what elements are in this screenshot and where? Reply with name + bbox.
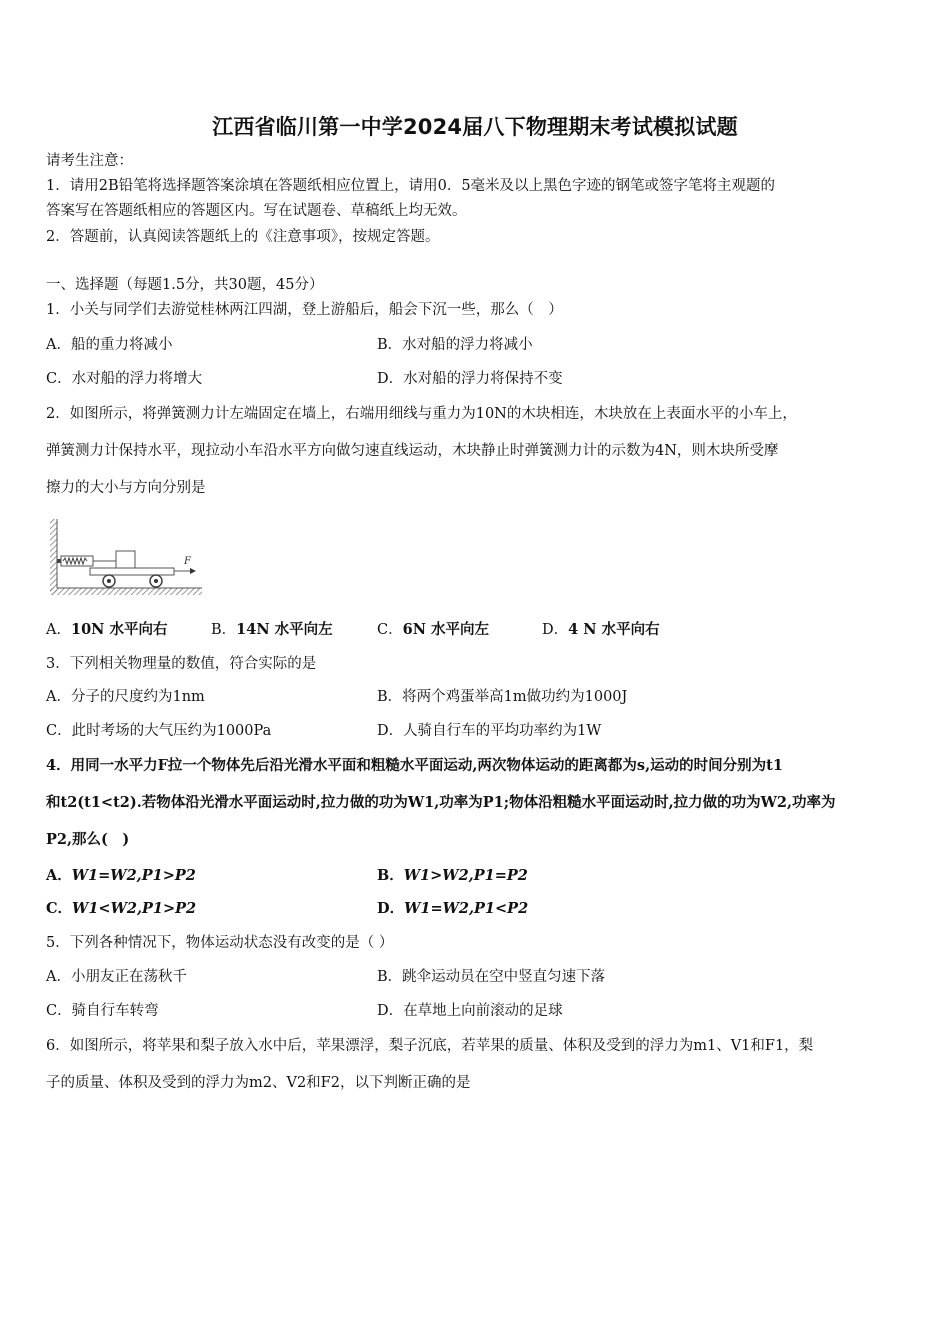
question-4-option-b [377, 866, 528, 886]
spring-scale-cart-figure [50, 517, 206, 601]
notice-item-1: 1．请用2B铅笔将选择题答案涂填在答题纸相应位置上，请用0．5毫米及以上黑色字迹的钢笔或签字笔将主观题的 [46, 178, 776, 194]
question-1-option-b [377, 335, 533, 355]
option-label: C． [46, 1003, 72, 1019]
option-text: 水对船的浮力将保持不变 [403, 371, 563, 387]
option-label: B． [211, 622, 237, 638]
option-label: B． [377, 867, 404, 884]
question-5-option-d [377, 1001, 563, 1021]
question-3-option-c [46, 721, 271, 741]
option-label: D． [377, 371, 404, 387]
notice-heading: 请考生注意： [46, 153, 133, 169]
force-label: F [184, 556, 191, 567]
option-text: 水对船的浮力将减小 [402, 337, 533, 353]
question-4-option-d [377, 899, 528, 919]
option-label: D． [377, 723, 404, 739]
question-4-option-a [46, 866, 196, 886]
notice-item-1-cont: 答案写在答题纸相应的答题区内。写在试题卷、草稿纸上均无效。 [46, 203, 467, 219]
question-2-stem-line-3: 擦力的大小与方向分别是 [46, 480, 206, 496]
option-label: D． [377, 900, 405, 917]
option-text: 水对船的浮力将增大 [71, 371, 203, 387]
option-label: D． [542, 622, 569, 638]
option-label: A． [46, 622, 71, 638]
question-6-stem-line-1: 6．如图所示，将苹果和梨子放入水中后，苹果漂浮，梨子沉底，若苹果的质量、体积及受到的浮力为m1、V1和F1，梨 [46, 1038, 814, 1054]
option-text: 在草地上向前滚动的足球 [403, 1003, 563, 1019]
question-2-option-a [46, 620, 167, 640]
question-1-option-c [46, 369, 202, 389]
question-3-stem: 3．下列相关物理量的数值，符合实际的是 [46, 656, 317, 672]
option-text: 将两个鸡蛋举高1m做功约为1000J [402, 689, 628, 705]
question-6-stem-line-2: 子的质量、体积及受到的浮力为m2、V2和F2，以下判断正确的是 [46, 1075, 471, 1091]
option-text: 10N 水平向右 [70, 621, 168, 638]
question-1-option-a [46, 335, 172, 355]
option-label: A． [46, 689, 71, 705]
question-4-stem-line-3: P2,那么( ) [46, 831, 130, 848]
question-5-stem: 5．下列各种情况下，物体运动状态没有改变的是（ ） [46, 935, 394, 951]
question-4-stem-line-2: 和t2(t1<t2).若物体沿光滑水平面运动时,拉力做的功为W1,功率为P1;物体沿粗糙水平面运动时,拉力做的功为W2,功率为 [46, 794, 836, 811]
notice-item-2: 2．答题前，认真阅读答题纸上的《注意事项》，按规定答题。 [46, 229, 440, 245]
question-4-option-c [46, 899, 196, 919]
question-1-option-d [377, 369, 563, 389]
option-label: C． [377, 622, 403, 638]
exam-title: 江西省临川第一中学2024届八下物理期末考试模拟试题 [212, 115, 738, 139]
option-text: 分子的尺度约为1nm [70, 689, 205, 705]
question-2-option-c [377, 620, 489, 640]
question-5-option-c [46, 1001, 159, 1021]
option-text: 4 N 水平向右 [568, 621, 660, 638]
option-text: 此时考场的大气压约为1000Pa [71, 723, 272, 739]
option-label: A． [46, 867, 72, 884]
question-4-stem-line-1: 4．用同一水平力F拉一个物体先后沿光滑水平面和粗糙水平面运动,两次物体运动的距离都为s,运动的时间分别为t1 [46, 757, 783, 774]
question-5-option-b [377, 967, 605, 987]
option-text: W1<W2,P1>P2 [72, 900, 197, 917]
option-text: 14N 水平向左 [236, 621, 333, 638]
option-label: B． [377, 337, 403, 353]
option-label: D． [377, 1003, 404, 1019]
question-3-option-d [377, 721, 601, 741]
option-text: 人骑自行车的平均功率约为1W [403, 723, 602, 739]
option-text: 船的重力将减小 [70, 337, 173, 353]
question-5-option-a [46, 967, 187, 987]
option-label: B． [377, 969, 403, 985]
option-label: C． [46, 723, 72, 739]
option-label: C． [46, 900, 73, 917]
option-label: A． [46, 969, 71, 985]
section-heading: 一、选择题（每题1.5分，共30题，45分） [46, 277, 324, 293]
option-label: A． [46, 337, 71, 353]
option-text: W1=W2,P1<P2 [404, 900, 529, 917]
question-2-option-b [211, 620, 333, 640]
option-text: 跳伞运动员在空中竖直匀速下落 [402, 969, 606, 985]
question-2-stem-line-1: 2．如图所示，将弹簧测力计左端固定在墙上，右端用细线与重力为10N的木块相连，木块放在上表面水平的小车上， [46, 406, 797, 422]
question-3-option-a [46, 687, 205, 707]
question-1-stem: 1．小关与同学们去游觉桂林两江四湖，登上游船后，船会下沉一些，那么（ ） [46, 302, 563, 318]
option-text: 小朋友正在荡秋千 [70, 969, 187, 985]
question-2-option-d [542, 620, 660, 640]
question-3-option-b [377, 687, 627, 707]
option-label: B． [377, 689, 403, 705]
option-text: W1=W2,P1>P2 [71, 867, 196, 884]
option-label: C． [46, 371, 72, 387]
option-text: W1>W2,P1=P2 [403, 867, 528, 884]
option-text: 骑自行车转弯 [71, 1003, 159, 1019]
option-text: 6N 水平向左 [402, 621, 490, 638]
question-2-stem-line-2: 弹簧测力计保持水平，现拉动小车沿水平方向做匀速直线运动，木块静止时弹簧测力计的示数为4N，则木块所受摩 [46, 443, 779, 459]
